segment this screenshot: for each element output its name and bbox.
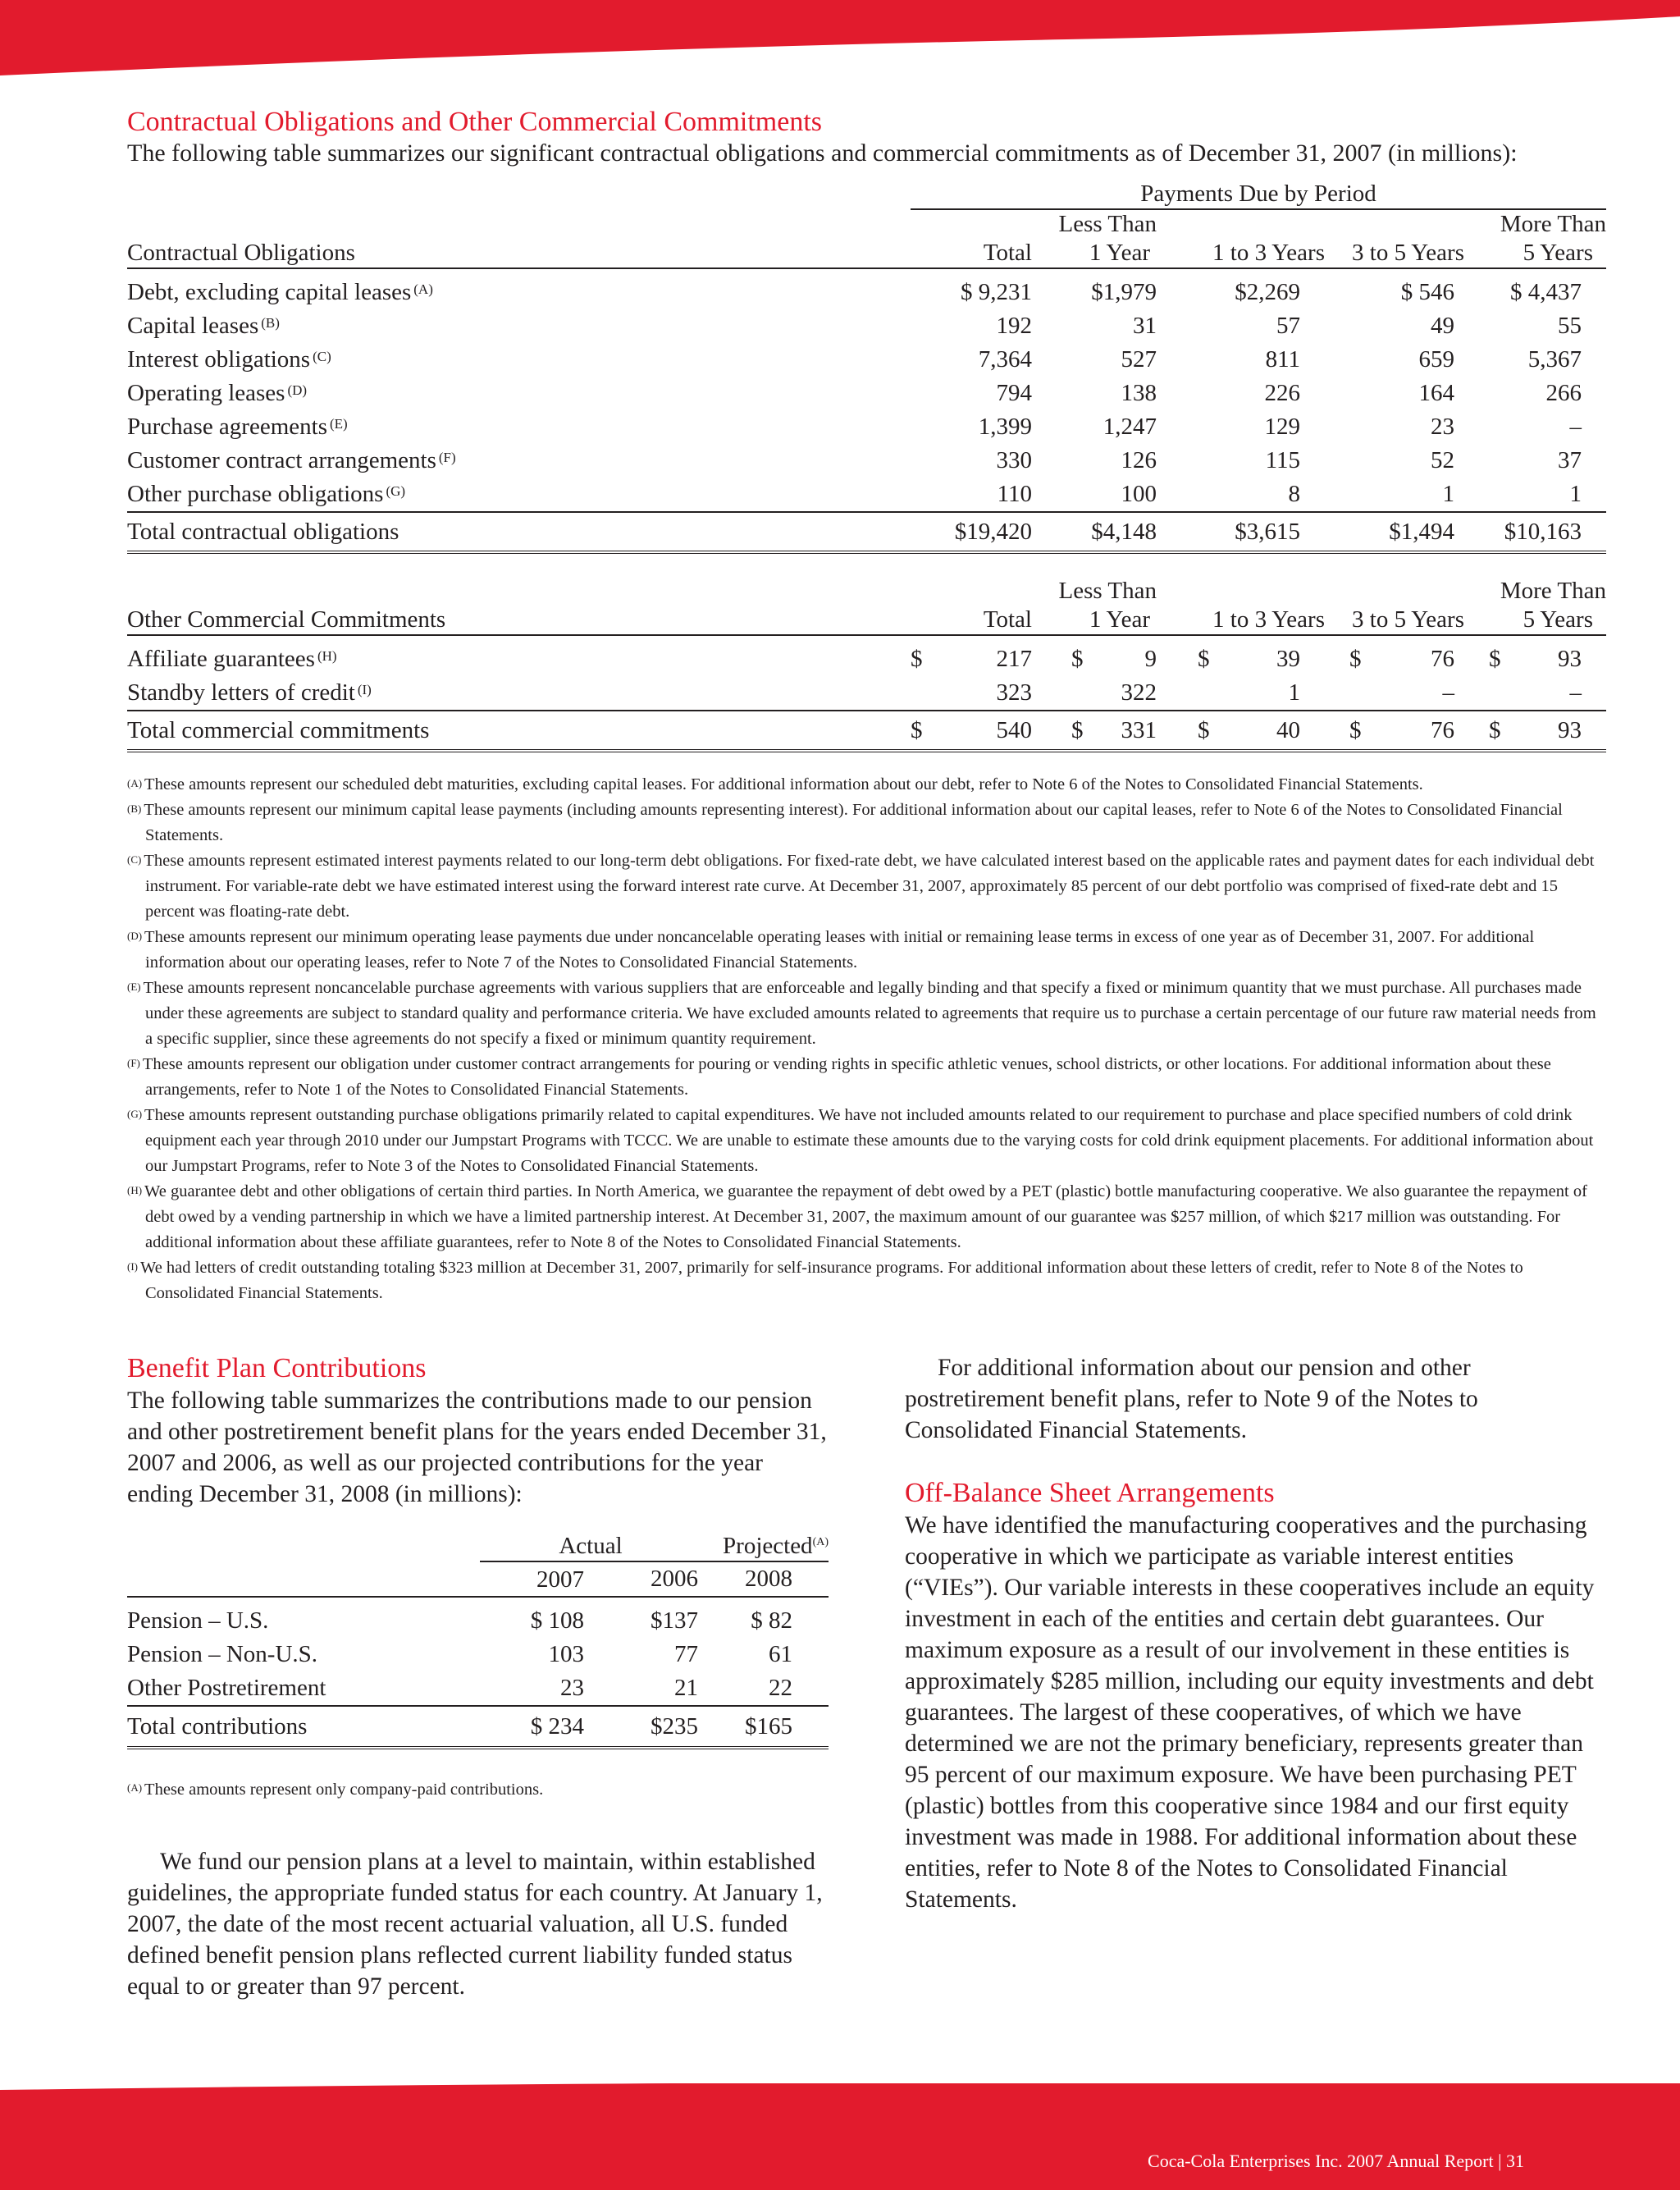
benefit-title: Benefit Plan Contributions: [127, 1353, 427, 1383]
cell-1-3: 8: [1288, 481, 1300, 507]
cell-2007: $ 234: [530, 1712, 584, 1740]
cell-lt1: 138: [1121, 380, 1157, 406]
cell-2006: 21: [674, 1675, 698, 1701]
cell-lt1: $1,979: [1091, 279, 1157, 305]
cell-3-5: $ 76: [1349, 716, 1454, 743]
cell-mt5: 55: [1558, 313, 1582, 339]
table-row: [127, 676, 1606, 711]
row-label: Standby letters of credit $^{(I)}$: [127, 679, 372, 706]
col-lt1: Less Than 1 Year: [1058, 211, 1157, 266]
row-label: Other Postretirement: [127, 1675, 326, 1701]
cell-1-3: 811: [1265, 346, 1300, 373]
cell-total: 192: [996, 313, 1032, 339]
cell-total: 110: [997, 481, 1032, 507]
col-3-5: 3 to 5 Years: [1352, 606, 1464, 633]
col-total: Total: [983, 606, 1032, 633]
benefit-total-row: [127, 1706, 829, 1748]
cell-lt1: $4,148: [1091, 518, 1157, 545]
cell-mt5: $ 93: [1489, 646, 1582, 672]
row-label: Operating leases $^{(D)}$: [127, 380, 308, 406]
cell-2007: 103: [548, 1641, 584, 1667]
cell-mt5: $10,163: [1504, 518, 1582, 545]
cell-1-3: 226: [1264, 380, 1300, 406]
cell-mt5: $ 4,437: [1510, 279, 1582, 305]
table-row: [127, 268, 1606, 309]
cell-lt1: $ 331: [1071, 716, 1157, 743]
row-label: Total contributions: [127, 1713, 308, 1740]
projected-header: Projected$^{(A)}$: [701, 1531, 829, 1561]
cell-1-3: $ 40: [1198, 716, 1300, 743]
row-label: Debt, excluding capital leases $^{(A)}$: [127, 279, 433, 305]
footnote-marker: (I): [357, 682, 372, 697]
table-row: [127, 309, 1606, 343]
col-label: Contractual Obligations: [127, 240, 355, 266]
cell-total: 323: [996, 679, 1032, 706]
cell-2008: $165: [745, 1712, 792, 1740]
year-2007: 2007: [536, 1566, 584, 1593]
year-2008: 2008: [745, 1566, 792, 1592]
footnote: $^{(E)}$ These amounts represent noncancelable purchase agreements with various suppliers that are enforceable and legally binding and that specify a fixed or minimum quantity that we must purchase. All purchases made under these agreements are subject to standard quality and performance criteria. We have excluded amounts related to agreements that require us to purchase a certain percentage of our future raw material needs from a specific supplier, since these agreements do not specify a fixed or minimum quantity requirement.: [127, 979, 1596, 1048]
col-1-3: 1 to 3 Years: [1212, 240, 1325, 266]
cell-3-5: –: [1442, 679, 1454, 706]
contractual-title: Contractual Obligations and Other Commercial Commitments: [127, 107, 823, 137]
table-row: [127, 1597, 829, 1638]
row-label: Other purchase obligations $^{(G)}$: [127, 481, 406, 507]
cell-mt5: 37: [1558, 447, 1582, 473]
cell-1-3: $3,615: [1235, 518, 1300, 545]
footnote: $^{(A)}$ These amounts represent our scheduled debt maturities, excluding capital leases. For additional information about our debt, refer to Note 6 of the Notes to Consolidated Financial Statements.: [127, 775, 1423, 793]
footnote: $^{(B)}$ These amounts represent our minimum capital lease payments (including amounts representing interest). For additional information about our capital leases, refer to Note 6 of the Notes to Consolidated Financial Statements.: [127, 801, 1563, 844]
cell-mt5: –: [1569, 414, 1582, 440]
table-row: [127, 635, 1606, 676]
cell-mt5: –: [1569, 679, 1582, 706]
cell-mt5: 1: [1569, 481, 1582, 507]
bottom-red-band: [0, 2083, 1680, 2190]
col-total: Total: [983, 240, 1032, 266]
row-label: Purchase agreements $^{(E)}$: [127, 414, 348, 440]
cell-3-5: 659: [1418, 346, 1454, 373]
offbalance-title: Off-Balance Sheet Arrangements: [905, 1478, 1275, 1508]
cell-total: 794: [996, 380, 1032, 406]
col-1-3: 1 to 3 Years: [1212, 606, 1325, 633]
col-3-5: 3 to 5 Years: [1352, 240, 1464, 266]
right-column: [905, 1352, 1602, 1915]
cell-lt1: 1,247: [1102, 414, 1157, 440]
footnote-marker: (A): [413, 281, 433, 297]
commercial-total-row: [127, 711, 1606, 751]
cell-3-5: 1: [1442, 481, 1454, 507]
row-label: Capital leases $^{(B)}$: [127, 313, 280, 339]
row-label: Pension – Non-U.S.: [127, 1641, 318, 1667]
cell-total: $ 540: [911, 716, 1032, 743]
cell-1-3: 115: [1265, 447, 1300, 473]
top-red-band: [0, 0, 1680, 75]
footnote-marker: (C): [313, 349, 331, 364]
col-label: Other Commercial Commitments: [127, 606, 446, 633]
cell-total: $ 9,231: [961, 279, 1032, 305]
cell-3-5: $ 76: [1349, 646, 1454, 672]
row-label: Customer contract arrangements $^{(F)}$: [127, 447, 456, 473]
footnote: $^{(H)}$ We guarantee debt and other obligations of certain third parties. In North America, we guarantee the repayment of debt owed by a PET (plastic) bottle manufacturing cooperative. We also guarantee the repayment of debt owed by a vending partnership in which we have a limited partnership interest. At December 31, 2007, the maximum amount of our guarantee was $257 million, of which $217 million was outstanding. For additional information about these affiliate guarantees, refer to Note 8 of the Notes to Consolidated Financial Statements.: [127, 1182, 1587, 1251]
table-row: [127, 1638, 829, 1671]
footnotes: [127, 772, 1606, 1306]
pension-reference-paragraph: For additional information about our pension and other postretirement benefit plans, refer to Note 9 of the Notes to Consolidated Financial Statements.: [905, 1355, 1478, 1443]
table-row: [127, 343, 1606, 377]
cell-mt5: $ 93: [1489, 716, 1582, 743]
row-label: Interest obligations $^{(C)}$: [127, 346, 331, 373]
footnote-marker: (F): [438, 450, 456, 465]
benefit-section: [127, 1352, 829, 2002]
cell-mt5: 266: [1545, 380, 1582, 406]
contractual-intro: The following table summarizes our significant contractual obligations and commercial commitments as of December 31, 2007 (in millions):: [127, 139, 1518, 167]
footnote: $^{(I)}$ We had letters of credit outstanding totaling $323 million at December 31, 2007, primarily for self-insurance programs. For additional information about these letters of credit, refer to Note 8 of the Notes to Consolidated Financial Statements.: [127, 1259, 1523, 1302]
cell-3-5: 52: [1431, 447, 1454, 473]
footnote-marker: (E): [329, 416, 348, 432]
footnote: $^{(G)}$ These amounts represent outstanding purchase obligations primarily related to capital expenditures. We have not included amounts related to our requirement to purchase and place specified numbers of cold drink equipment each year through 2010 under our Jumpstart Programs with TCCC. We are unable to estimate these amounts due to the varying costs for cold drink equipment placements. For additional information about our Jumpstart Programs, refer to Note 3 of the Notes to Consolidated Financial Statements.: [127, 1106, 1594, 1175]
cell-1-3: $ 39: [1198, 646, 1300, 672]
cell-2008: $ 82: [751, 1607, 792, 1634]
row-label: Total contractual obligations: [127, 519, 399, 545]
cell-total: 1,399: [978, 414, 1032, 440]
benefit-intro: The following table summarizes the contributions made to our pension and other postretirement benefit plans for the years ended December 31, 2007 and 2006, as well as our projected contributions for the year ending December 31, 2008 (in millions):: [127, 1388, 827, 1507]
cell-3-5: 49: [1431, 313, 1454, 339]
commercial-table: [127, 577, 1606, 752]
contractual-section: [127, 107, 1606, 1306]
table-row: [127, 444, 1606, 478]
cell-lt1: 31: [1133, 313, 1157, 339]
cell-3-5: 164: [1418, 380, 1454, 406]
cell-2008: 61: [769, 1641, 792, 1667]
year-2006: 2006: [651, 1566, 698, 1592]
row-label: Pension – U.S.: [127, 1607, 269, 1634]
cell-1-3: 57: [1276, 313, 1300, 339]
cell-1-3: 129: [1264, 414, 1300, 440]
period-header: Payments Due by Period: [911, 179, 1606, 209]
cell-lt1: 322: [1121, 679, 1157, 706]
cell-lt1: 527: [1121, 346, 1157, 373]
col-mt5: More Than 5 Years: [1500, 211, 1606, 266]
footnote-marker: (G): [386, 483, 406, 499]
cell-1-3: 1: [1288, 679, 1300, 706]
page-footer: Coca-Cola Enterprises Inc. 2007 Annual Report | 31: [1148, 2151, 1524, 2171]
actual-header: Actual: [480, 1531, 701, 1561]
footnote-marker: (D): [287, 382, 308, 398]
footnote: $^{(C)}$ These amounts represent estimated interest payments related to our long-term debt obligations. For fixed-rate debt, we have calculated interest based on the applicable rates and payment dates for each individual debt instrument. For variable-rate debt we have estimated interest using the forward interest rate curve. At December 31, 2007, approximately 85 percent of our debt portfolio was comprised of fixed-rate debt and 15 percent was floating-rate debt.: [127, 852, 1595, 921]
row-label: Affiliate guarantees $^{(H)}$: [127, 646, 337, 672]
cell-1-3: $2,269: [1235, 279, 1300, 305]
cell-lt1: 100: [1121, 481, 1157, 507]
cell-mt5: 5,367: [1527, 346, 1582, 373]
cell-3-5: $1,494: [1389, 518, 1454, 545]
cell-lt1: $ 9: [1071, 646, 1157, 672]
cell-total: $19,420: [954, 518, 1032, 545]
cell-2006: $137: [651, 1607, 698, 1634]
table-row: [127, 377, 1606, 410]
col-lt1: Less Than 1 Year: [1058, 578, 1157, 633]
cell-2007: 23: [560, 1675, 584, 1701]
table-row: [127, 1671, 829, 1706]
offbalance-paragraph: We have identified the manufacturing cooperatives and the purchasing cooperative in which we participate as variable interest entities (“VIEs”). Our variable interests in these cooperatives include an equity investment in each of the entities and certain debt guarantees. Our maximum exposure as a result of our involvement in these entities is approximately $285 million, including our equity investments and debt guarantees. The largest of these cooperatives, of which we have determined we are not the primary beneficiary, represents greater than 95 percent of our maximum exposure. We have been purchasing PET (plastic) bottles from this cooperative since 1984 and our first equity investment was made in 1988. For additional information about these entities, refer to Note 8 of the Notes to Consolidated Financial Statements.: [905, 1512, 1595, 1913]
cell-2007: $ 108: [530, 1607, 584, 1634]
benefit-table: [127, 1531, 829, 1749]
contractual-table: [127, 179, 1606, 554]
footnote-marker: (B): [261, 315, 280, 331]
footnote: $^{(F)}$ These amounts represent our obligation under customer contract arrangements for pouring or vending rights in specific athletic venues, school districts, or other locations. For additional information about these arrangements, refer to Note 1 of the Notes to Consolidated Financial Statements.: [127, 1055, 1551, 1099]
cell-lt1: 126: [1121, 447, 1157, 473]
cell-3-5: 23: [1431, 414, 1454, 440]
table-row: [127, 478, 1606, 512]
contract-total-row: [127, 512, 1606, 552]
cell-total: 330: [996, 447, 1032, 473]
benefit-paragraph: We fund our pension plans at a level to maintain, within established guidelines, the appropriate funded status for each country. At January 1, 2007, the date of the most recent actuarial valuation, all U.S. funded defined benefit pension plans reflected current liability funded status equal to or greater than 97 percent.: [127, 1849, 823, 2000]
cell-2008: 22: [769, 1675, 792, 1701]
cell-2006: 77: [674, 1641, 698, 1667]
footnote-marker: (H): [317, 648, 337, 664]
cell-2006: $235: [651, 1712, 698, 1740]
cell-total: 7,364: [978, 346, 1032, 373]
benefit-footnote: $^{(A)}$ These amounts represent only company-paid contributions.: [127, 1781, 544, 1799]
cell-total: $ 217: [911, 646, 1032, 672]
col-mt5: More Than 5 Years: [1500, 578, 1606, 633]
cell-3-5: $ 546: [1400, 279, 1454, 305]
row-label: Total commercial commitments: [127, 717, 430, 743]
table-row: [127, 410, 1606, 444]
footnote: $^{(D)}$ These amounts represent our minimum operating lease payments due under noncancelable operating leases with initial or remaining lease terms in excess of one year as of December 31, 2007. For additional information about our operating leases, refer to Note 7 of the Notes to Consolidated Financial Statements.: [127, 928, 1535, 972]
